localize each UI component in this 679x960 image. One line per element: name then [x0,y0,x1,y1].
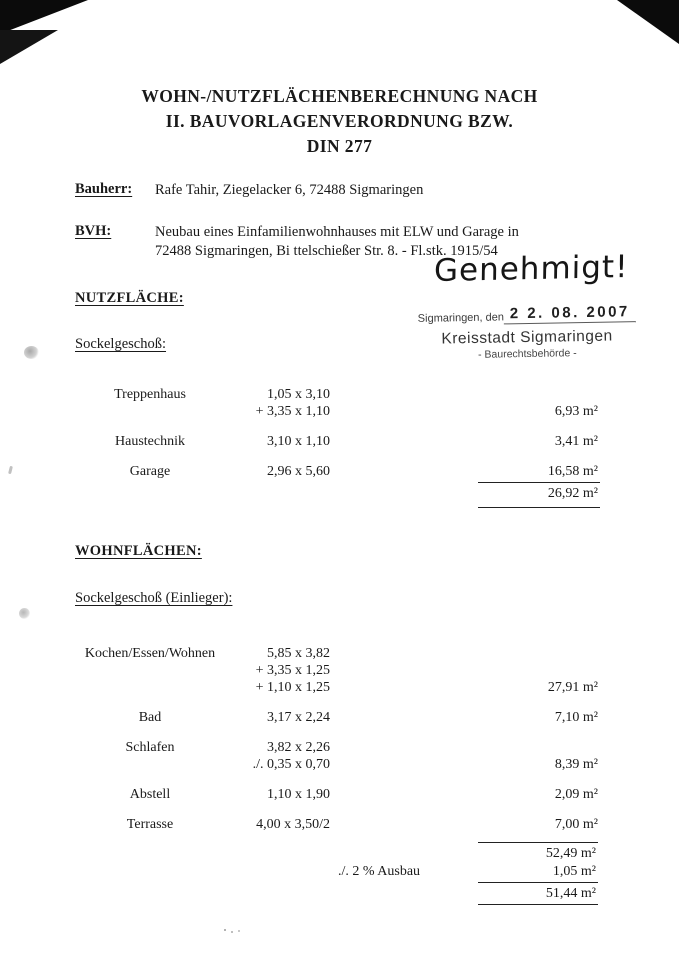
dimension-line: 3,17 x 2,24 [267,710,330,725]
dimensions [235,786,330,803]
room-label: Haustechnik [115,434,185,449]
stamp-place-label: Sigmaringen, den [417,311,505,325]
dimensions [235,433,344,450]
table-row [65,645,598,696]
room-label: Treppenhaus [114,387,186,402]
table-row [65,786,598,803]
area-result: 2,09 m² [554,787,598,802]
title-line: DIN 277 [306,136,373,156]
dimension-line: 2,96 x 5,60 [267,464,330,479]
table-row [65,463,598,480]
area-result: 7,00 m² [554,817,598,832]
stamp-date: 2 2. 08. 2007 [504,303,636,324]
area-result: 16,58 m² [547,464,598,479]
scan-smudge [19,608,30,619]
area-result: 27,91 m² [547,680,598,695]
document-title [0,84,679,159]
dimension-line: 5,85 x 3,82 [267,646,330,661]
scan-smudge [24,346,39,359]
stamp-department: - Baurechtsbehörde - [477,347,577,361]
dimension-line: 4,00 x 3,50/2 [256,817,330,832]
bvh-line: 72488 Sigmaringen, Bi ttelschießer Str. 8. - Fl.stk. 1915/54 [155,243,498,259]
dimension-line: 1,10 x 1,90 [267,787,330,802]
wohnflaechen-table [65,645,598,846]
table-row [65,709,598,726]
wohnflaechen-heading: WOHNFLÄCHEN: [75,543,202,559]
bauherr-label: Bauherr: [75,181,133,197]
area-result: 8,39 m² [554,757,598,772]
scan-artifact-top-left-wedge-2 [0,30,58,64]
dimension-line: ./. 0,35 x 0,70 [252,757,330,772]
dimensions [235,645,330,696]
dimension-line: 1,05 x 3,10 [267,387,330,402]
title-line: WOHN-/NUTZFLÄCHENBERECHNUNG NACH [141,86,538,106]
scan-artifact-top-left-wedge [0,0,88,34]
dimensions [235,739,330,773]
approval-stamp [418,303,637,362]
area-result: 7,10 m² [554,710,598,725]
bvh-line: Neubau eines Einfamilienwohnhauses mit ELW und Garage in [155,224,519,240]
scan-dots [224,929,226,931]
scan-mark [8,466,13,474]
wohnflaechen-sums [478,842,598,905]
nutzflaeche-table [65,386,598,493]
room-label: Terrasse [126,817,174,832]
dimension-line: 3,82 x 2,26 [267,740,330,755]
room-label: Kochen/Essen/Wohnen [84,646,216,661]
area-result: 3,41 m² [554,434,598,449]
table-row [65,433,598,450]
dimension-line: + 3,35 x 1,25 [255,663,330,678]
stamp-authority: Kreisstadt Sigmaringen [441,327,613,348]
room-label: Abstell [129,787,171,802]
dimension-line: + 1,10 x 1,25 [255,680,330,695]
nutzflaeche-heading: NUTZFLÄCHE: [75,290,184,306]
wohnflaechen-subheading: Sockelgeschoß (Einlieger): [75,590,233,606]
dimensions [235,816,330,833]
deduction-label: ./. 2 % Ausbau [338,864,421,879]
dimension-line: 3,10 x 1,10 [267,434,330,449]
dimensions [235,463,344,480]
deduction-value: 1,05 m² [552,864,596,879]
dimensions [235,386,344,420]
room-label: Garage [129,464,171,479]
scan-artifact-top-right-corner [617,0,679,44]
table-row [65,739,598,773]
bauherr-value: Rafe Tahir, Ziegelacker 6, 72488 Sigmaringen [155,182,424,198]
stamp-date-line [418,303,636,326]
wohnflaechen-subtotal: 52,49 m² [478,842,598,862]
dimension-line: + 3,35 x 1,10 [255,404,330,419]
room-label: Schlafen [125,740,175,755]
room-label: Bad [138,710,162,725]
title-line: II. BAUVORLAGENVERORDNUNG BZW. [165,111,514,131]
wohnflaechen-total: 51,44 m² [478,882,598,905]
bvh-label: BVH: [75,223,112,239]
table-row [65,816,598,833]
table-row [65,386,598,420]
area-result: 6,93 m² [554,404,598,419]
nutzflaeche-subheading: Sockelgeschoß: [75,336,167,352]
dimensions [235,709,330,726]
nutzflaeche-total: 26,92 m² [478,482,600,508]
approved-handwriting: Genehmigt! [433,248,629,290]
